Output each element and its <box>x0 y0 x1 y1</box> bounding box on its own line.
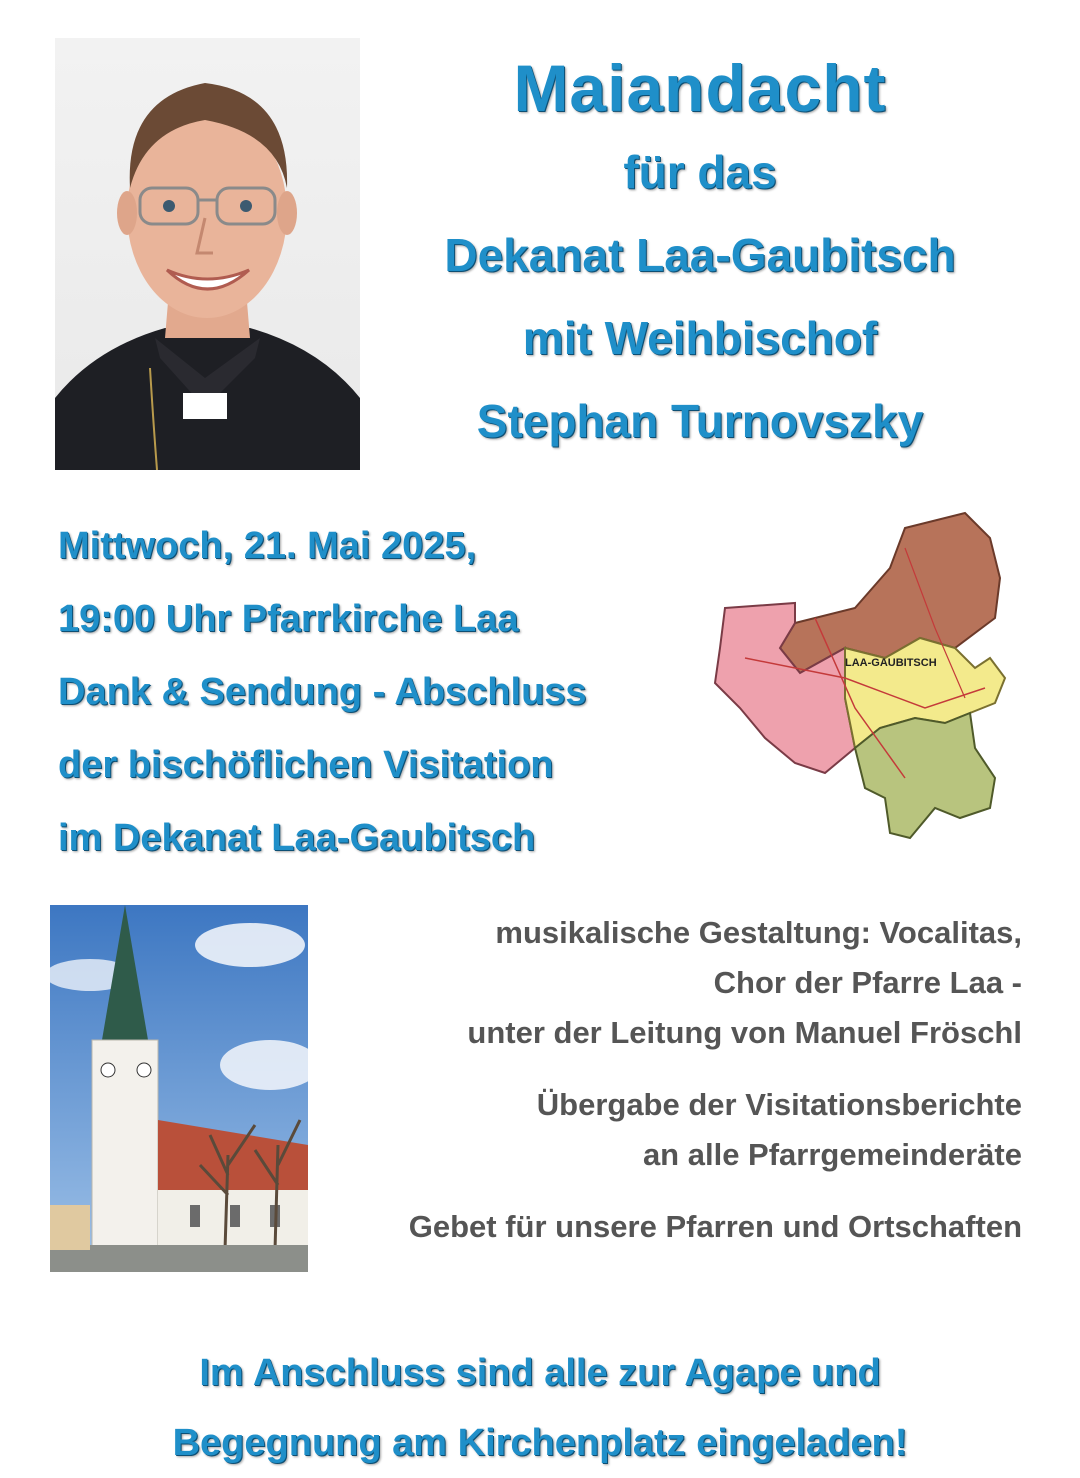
music-line-2: Chor der Pfarre Laa - <box>713 965 1022 1000</box>
title-line-1: für das <box>623 146 777 198</box>
event-desc-1: Dank & Sendung - Abschluss <box>58 671 587 713</box>
footer-line-2: Begegnung am Kirchenplatz eingeladen! <box>172 1422 908 1464</box>
event-desc-3: im Dekanat Laa-Gaubitsch <box>58 817 536 859</box>
event-desc-2: der bischöflichen Visitation <box>58 744 554 786</box>
bishop-portrait <box>55 38 360 470</box>
footer <box>0 1338 1080 1478</box>
event-info <box>58 510 698 875</box>
handover-line-2: an alle Pfarrgemeinderäte <box>642 1137 1022 1172</box>
map-label: LAA-GAUBITSCH <box>845 657 937 669</box>
music-line-1: musikalische Gestaltung: Vocalitas, <box>495 915 1022 950</box>
title-line-2: Dekanat Laa-Gaubitsch <box>444 229 956 281</box>
handover-line-1: Übergabe der Visitationsberichte <box>536 1087 1022 1122</box>
event-time-place: 19:00 Uhr Pfarrkirche Laa <box>58 598 519 640</box>
program <box>322 908 1022 1252</box>
church-photo <box>50 905 308 1272</box>
footer-line-1: Im Anschluss sind alle zur Agape und <box>199 1352 881 1394</box>
event-date: Mittwoch, 21. Mai 2025, <box>58 525 477 567</box>
page-title: Maiandacht <box>513 51 887 125</box>
title-line-3: mit Weihbischof <box>522 312 878 364</box>
deanery-map <box>705 508 1015 848</box>
title-block <box>380 45 1020 463</box>
prayer-line: Gebet für unsere Pfarren und Ortschaften <box>408 1209 1022 1244</box>
music-line-3: unter der Leitung von Manuel Fröschl <box>467 1015 1022 1050</box>
title-line-4: Stephan Turnovszky <box>476 395 924 447</box>
